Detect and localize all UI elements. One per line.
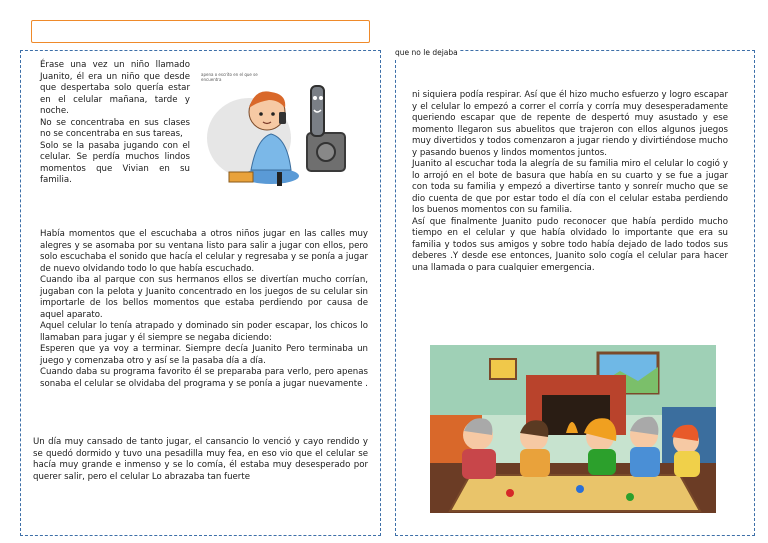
story-paragraph: No se concentraba en sus clases no se concentraba en sus tareas, xyxy=(40,117,190,139)
story-body-left-end xyxy=(33,437,368,483)
story-paragraph: Solo se la pasaba jugando con el celular. Se perdía muchos lindos momentos que Vivian en su familia. xyxy=(40,140,190,185)
story-body-left xyxy=(40,229,368,390)
story-body-right xyxy=(412,90,728,274)
story-paragraph: Juanito al escuchar toda la alegría de su familia miro el celular lo cogió y lo arrojó en el bote de basura que había en su cuarto y se fue a jugar con toda su familia y empezó a divertirse tanto y sonreír mucho que se dio cuenta de que por estar todo el día con el celular estaba perdiendo los buenos momentos con su familia. xyxy=(412,159,728,215)
story-intro xyxy=(40,60,190,187)
family-board-game-illustration xyxy=(430,345,716,513)
story-paragraph: Cuando daba su programa favorito él se preparaba para verlo, pero apenas sonaba el celular se olvidaba del programa y se ponía a jugar nuevamente . xyxy=(40,367,368,389)
story-paragraph: Había momentos que el escuchaba a otros niños jugar en las calles muy alegres y se asomaba por su ventana listo para salir a jugar con ellos, pero solo escuchaba el sonido que hacía el celular y regresaba y se ponía a jugar de nuevo olvidando todo lo que había escuchado. xyxy=(40,229,368,274)
illustration-caption: apena o escrito en el que se encuentra xyxy=(201,72,258,82)
story-paragraph: Esperen que ya voy a terminar. Siempre decía Juanito Pero terminaba un juego y comenzaba otro y así se la pasaba día a día. xyxy=(40,344,368,366)
story-paragraph: ni siquiera podía respirar. Así que él hizo mucho esfuerzo y logro escapar y el celular lo empezó a correr el corría y corría muy desesperadamente queriendo escapar que de repente de despertó muy asustado y ese momento llegaron sus abuelitos que trajeron con ellos algunos juegos muy divertidos y todos comenzaron a jugar riendo y divirtiéndose mucho y pasando buenos y lindos momentos juntos. xyxy=(412,90,728,158)
story-paragraph: Érase una vez un niño llamado Juanito, él era un niño que desde que despertaba solo quería estar en el celular mañana, tarde y noche. xyxy=(40,60,190,116)
title-input-box[interactable] xyxy=(31,20,370,43)
story-paragraph: Aquel celular lo tenía atrapado y dominado sin poder escapar, los chicos lo llamaban para jugar y él siempre se negaba diciendo: xyxy=(40,321,368,343)
story-paragraph: Cuando iba al parque con sus hermanos ellos se divertían mucho corrían, jugaban con la pelota y Juanito concentrado en los juegos de su celular sin importarle de los bellos momentos que estaba perdiendo por causa de aquel aparato. xyxy=(40,275,368,320)
story-paragraph: Así que finalmente Juanito pudo reconocer que había perdido mucho tiempo en el celular y que había olvidado lo importante que era su familia y todos sus amigos y sobre todo había dejado de lado todos sus deberes .Y desde ese entonces, Juanito solo cogía el celular para hacer una llamada o para cualquier emergencia. xyxy=(412,216,728,273)
story-paragraph: Un día muy cansado de tanto jugar, el cansancio lo venció y cayo rendido y se quedó dormido y tuvo una pesadilla muy fea, en eso vio que el celular se hacía muy grande e inmenso y se lo comía, él estaba muy desesperado por querer salir, pero el celular Lo abrazaba tan fuerte xyxy=(33,437,368,482)
boy-with-phone-illustration xyxy=(199,68,353,193)
overflow-text-fragment: que no le dejaba xyxy=(395,48,458,57)
